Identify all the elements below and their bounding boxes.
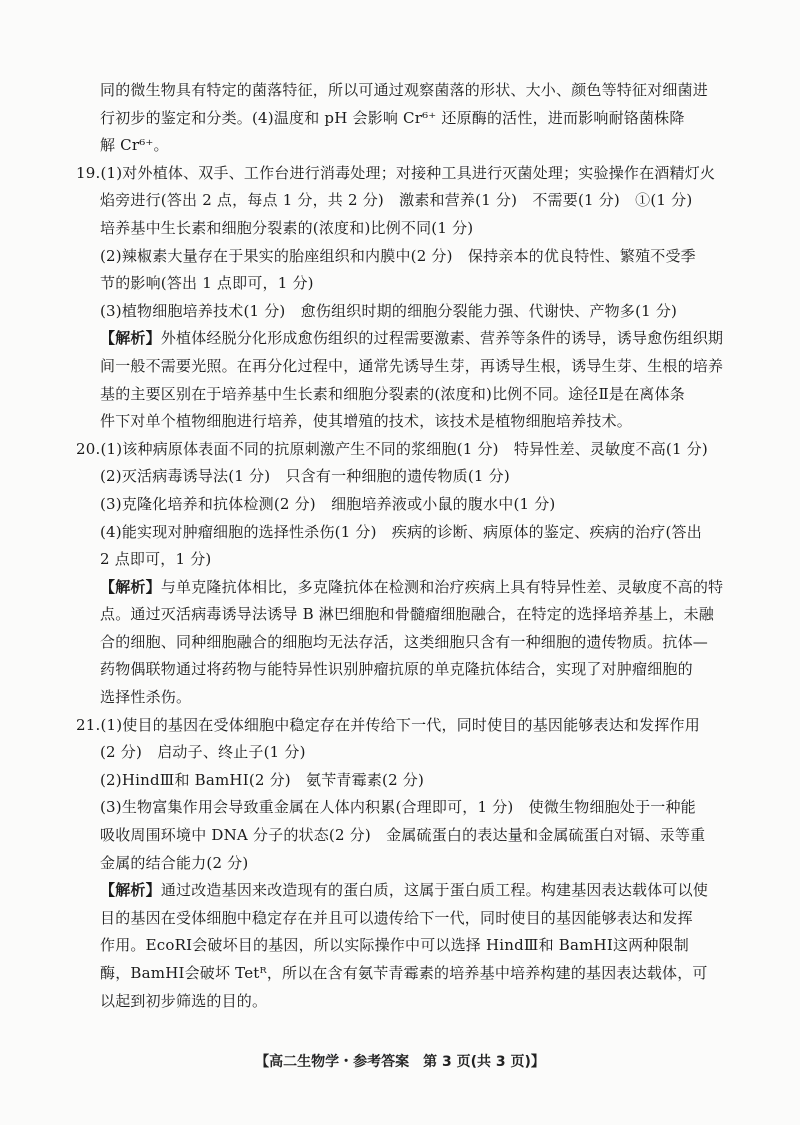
question-line bbox=[76, 436, 728, 464]
text-line bbox=[100, 298, 728, 326]
line-text: (3)生物富集作用会导致重金属在人体内积累(合理即可，1 分) 使微生物细胞处于一种能 bbox=[100, 798, 696, 817]
line-text: 培养基中生长素和细胞分裂素的(浓度和)比例不同(1 分) bbox=[100, 218, 474, 237]
line-text: (2)灭活病毒诱导法(1 分) 只含有一种细胞的遗传物质(1 分) bbox=[100, 467, 510, 486]
line-text: 吸收周围环境中 DNA 分子的状态(2 分) 金属硫蛋白的表达量和金属硫蛋白对镉、汞等重 bbox=[100, 826, 706, 845]
line-text: 合的细胞、同种细胞融合的细胞均无法存活，这类细胞只含有一种细胞的遗传物质。抗体— bbox=[100, 632, 709, 651]
line-text: 酶，BamHⅠ会破坏 Tetᴿ，所以在含有氨苄青霉素的培养基中培养构建的基因表达载体，可 bbox=[100, 964, 708, 982]
analysis-line bbox=[100, 574, 728, 602]
text-line bbox=[100, 932, 728, 960]
line-text: (3)克隆化培养和抗体检测(2 分) 细胞培养液或小鼠的腹水中(1 分) bbox=[100, 494, 556, 513]
text-line bbox=[100, 77, 728, 105]
text-line bbox=[100, 408, 728, 436]
text-line bbox=[100, 601, 728, 629]
line-text: 作用。EcoRⅠ会破坏目的基因，所以实际操作中可以选择 HindⅢ和 BamHⅠ这两种限制 bbox=[100, 936, 689, 955]
text-line bbox=[100, 850, 728, 878]
text-line bbox=[100, 381, 728, 409]
line-text: 节的影响(答出 1 点即可，1 分) bbox=[100, 274, 314, 293]
line-text: 通过改造基因来改造现有的蛋白质，这属于蛋白质工程。构建基因表达载体可以使 bbox=[160, 881, 709, 900]
text-line bbox=[100, 215, 728, 243]
line-text: 点。通过灭活病毒诱导法诱导 B 淋巴细胞和骨髓瘤细胞融合，在特定的选择培养基上，未融 bbox=[100, 605, 714, 624]
text-line bbox=[100, 684, 728, 712]
text-line bbox=[100, 960, 728, 988]
text-line bbox=[100, 546, 728, 574]
line-text: 金属的结合能力(2 分) bbox=[100, 853, 249, 872]
line-text: 2 点即可，1 分) bbox=[100, 550, 212, 569]
line-text: 焰旁进行(答出 2 点，每点 1 分，共 2 分) 激素和营养(1 分) 不需要(1 分) ①(1 分) bbox=[100, 191, 693, 210]
answer-content bbox=[76, 77, 728, 1015]
line-text: 药物偶联物通过将药物与能特异性识别肿瘤抗原的单克隆抗体结合，实现了对肿瘤细胞的 bbox=[100, 660, 693, 679]
line-text: 19.(1)对外植体、双手、工作台进行消毒处理；对接种工具进行灭菌处理；实验操作在酒精灯火 bbox=[76, 163, 716, 182]
line-text: 件下对单个植物细胞进行培养，使其增殖的技术，该技术是植物细胞培养技术。 bbox=[100, 412, 633, 431]
line-text: 行初步的鉴定和分类。(4)温度和 pH 会影响 Cr⁶⁺ 还原酶的活性，进而影响耐铬菌株降 bbox=[100, 108, 685, 127]
question-line bbox=[76, 712, 728, 740]
text-line bbox=[100, 988, 728, 1016]
analysis-label: 【解析】 bbox=[100, 329, 161, 348]
text-line bbox=[100, 187, 728, 215]
line-text: 目的基因在受体细胞中稳定存在并且可以遗传给下一代，同时使目的基因能够表达和发挥 bbox=[100, 908, 693, 927]
line-text: 与单克隆抗体相比，多克隆抗体在检测和治疗疾病上具有特异性差、灵敏度不高的特 bbox=[160, 577, 724, 596]
text-line bbox=[100, 519, 728, 547]
analysis-label: 【解析】 bbox=[100, 881, 161, 900]
text-line bbox=[100, 491, 728, 519]
text-line bbox=[100, 105, 728, 133]
analysis-line bbox=[100, 325, 728, 353]
text-line bbox=[100, 243, 728, 271]
line-text: 外植体经脱分化形成愈伤组织的过程需要激素、营养等条件的诱导，诱导愈伤组织期 bbox=[160, 329, 724, 348]
question-line bbox=[76, 160, 728, 188]
line-text: (2)辣椒素大量存在于果实的胎座组织和内膜中(2 分) 保持亲本的优良特性、繁殖不受季 bbox=[100, 246, 696, 265]
text-line bbox=[100, 629, 728, 657]
line-text: (2 分) 启动子、终止子(1 分) bbox=[100, 743, 306, 762]
text-line bbox=[100, 794, 728, 822]
page-footer: 【高二生物学・参考答案 第 3 页(共 3 页)】 bbox=[255, 1054, 545, 1070]
line-text: 解 Cr⁶⁺。 bbox=[100, 136, 169, 155]
text-line bbox=[100, 132, 728, 160]
text-line bbox=[100, 822, 728, 850]
text-line bbox=[100, 767, 728, 795]
line-text: (2)HindⅢ和 BamHⅠ(2 分) 氨苄青霉素(2 分) bbox=[100, 770, 425, 789]
text-line bbox=[100, 739, 728, 767]
line-text: 间一般不需要光照。在再分化过程中，通常先诱导生芽，再诱导生根，诱导生芽、生根的培养 bbox=[100, 356, 724, 375]
line-text: (4)能实现对肿瘤细胞的选择性杀伤(1 分) 疾病的诊断、病原体的鉴定、疾病的治疗(答出 bbox=[100, 522, 702, 541]
analysis-label: 【解析】 bbox=[100, 577, 161, 596]
line-text: (3)植物细胞培养技术(1 分) 愈伤组织时期的细胞分裂能力强、代谢快、产物多(1 分) bbox=[100, 301, 678, 320]
text-line bbox=[100, 905, 728, 933]
text-line bbox=[100, 270, 728, 298]
text-line bbox=[100, 353, 728, 381]
line-text: 21.(1)使目的基因在受体细胞中稳定存在并传给下一代，同时使目的基因能够表达和发挥作用 bbox=[76, 715, 700, 734]
line-text: 20.(1)该种病原体表面不同的抗原刺激产生不同的浆细胞(1 分) 特异性差、灵敏度不高(1 分) bbox=[76, 439, 708, 458]
text-line bbox=[100, 463, 728, 491]
line-text: 基的主要区别在于培养基中生长素和细胞分裂素的(浓度和)比例不同。途径Ⅱ是在离体条 bbox=[100, 384, 685, 403]
text-line bbox=[100, 656, 728, 684]
line-text: 同的微生物具有特定的菌落特征，所以可通过观察菌落的形状、大小、颜色等特征对细菌进 bbox=[100, 81, 709, 99]
line-text: 选择性杀伤。 bbox=[100, 688, 192, 707]
line-text: 以起到初步筛选的目的。 bbox=[100, 991, 268, 1010]
analysis-line bbox=[100, 877, 728, 905]
